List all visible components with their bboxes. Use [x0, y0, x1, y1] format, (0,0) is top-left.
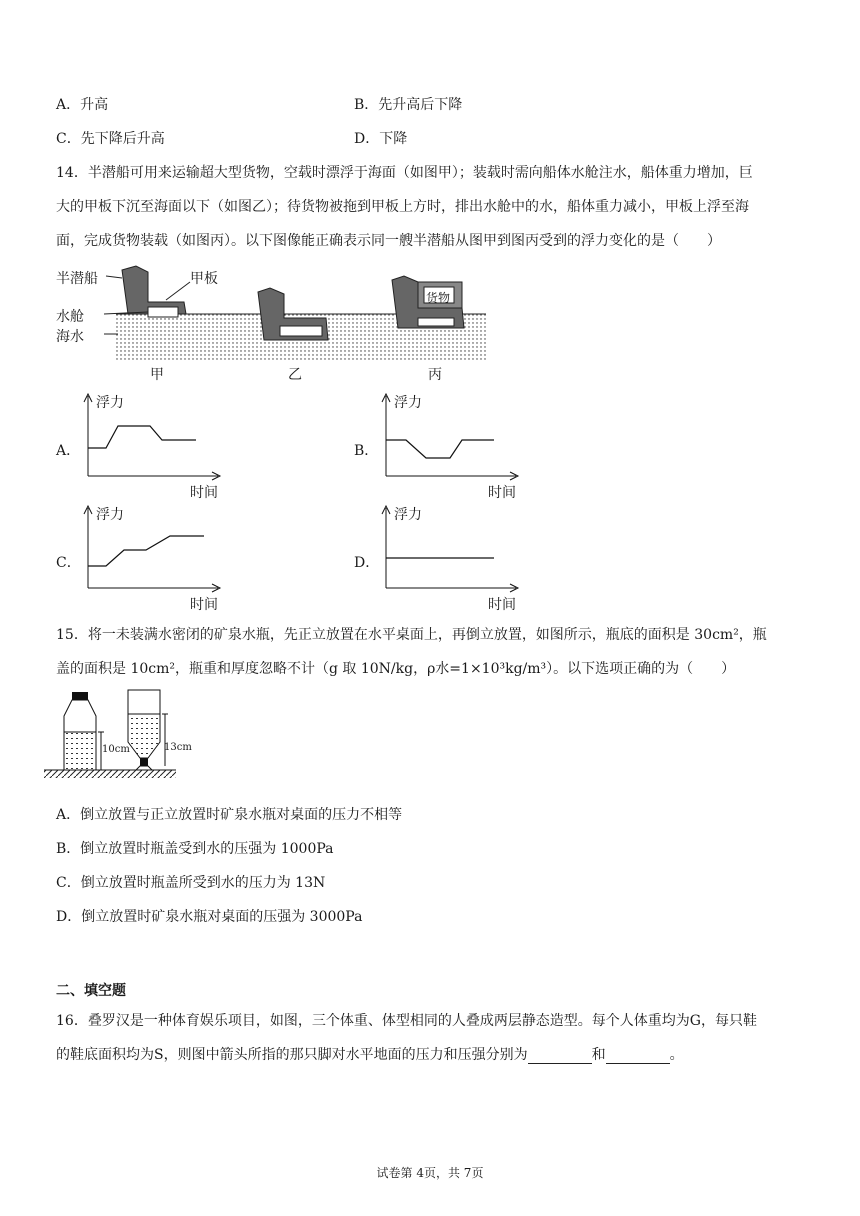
q14-line-1: 14．半潜船可用来运输超大型货物，空载时漂浮于海面（如图甲）；装载时需向船体水舱注水，船体重力增加，巨	[56, 165, 753, 181]
q14-line-2: 大的甲板下沉至海面以下（如图乙）；待货物被拖到甲板上方时，排出水舱中的水，船体重力减小，甲板上浮至海	[56, 199, 749, 215]
q13-option-a: A．升高	[56, 97, 109, 113]
label-semi-submersible: 半潜船	[56, 271, 98, 287]
caption-jia: 甲	[150, 367, 164, 383]
label-water-tank: 水舱	[56, 309, 84, 325]
label-cargo: 货物	[426, 291, 451, 305]
q15-bottle-figure	[40, 686, 190, 786]
q15-height-inverted: 13cm	[164, 742, 192, 753]
label-seawater: 海水	[56, 329, 84, 345]
q16-line-2	[56, 1044, 684, 1064]
caption-bing: 丙	[428, 367, 442, 383]
graph-b-y-label: 浮力	[394, 395, 422, 411]
answer-blank-2[interactable]	[606, 1049, 670, 1064]
q15-option-c: C．倒立放置时瓶盖所受到水的压力为 13N	[56, 875, 326, 891]
caption-yi: 乙	[288, 367, 302, 383]
answer-blank-1[interactable]	[528, 1049, 592, 1064]
q15-option-a: A．倒立放置与正立放置时矿泉水瓶对桌面的压力不相等	[56, 807, 403, 823]
page-footer: 试卷第 4页，共 7页	[376, 1166, 484, 1180]
q16-line-1: 16．叠罗汉是一种体育娱乐项目，如图，三个体重、体型相同的人叠成两层静态造型。每个人体重均为G，每只鞋	[56, 1013, 757, 1029]
q14-option-b-label: B．	[354, 443, 379, 459]
q14-line-3: 面，完成货物装载（如图丙）。以下图像能正确表示同一艘半潜船从图甲到图丙受到的浮力变化的是（ ）	[56, 233, 721, 249]
q14-option-d-label: D．	[354, 555, 380, 571]
graph-d-x-label: 时间	[488, 597, 516, 613]
q13-option-c: C．先下降后升高	[56, 131, 165, 147]
graph-c-y-label: 浮力	[96, 507, 124, 523]
label-deck: 甲板	[190, 271, 218, 287]
q15-option-b: B．倒立放置时瓶盖受到水的压强为 1000Pa	[56, 841, 334, 857]
q13-option-d: D．下降	[354, 131, 408, 147]
q14-option-c-label: C．	[56, 555, 81, 571]
section-fill-in-title: 二、填空题	[56, 983, 126, 999]
q14-option-a-label: A．	[56, 443, 81, 459]
q15-option-d: D．倒立放置时矿泉水瓶对桌面的压强为 3000Pa	[56, 909, 363, 925]
q15-height-upright: 10cm	[102, 744, 130, 755]
q16-text-b: 和	[591, 1047, 606, 1063]
q16-text-a: 的鞋底面积均为S，则图中箭头所指的那只脚对水平地面的压力和压强分别为	[56, 1047, 528, 1063]
graph-a-x-label: 时间	[190, 485, 218, 501]
q13-option-b: B．先升高后下降	[354, 97, 463, 113]
graph-a-y-label: 浮力	[96, 395, 124, 411]
q16-text-c: 。	[669, 1047, 684, 1063]
graph-c-x-label: 时间	[190, 597, 218, 613]
q15-line-1: 15．将一未装满水密闭的矿泉水瓶，先正立放置在水平桌面上，再倒立放置，如图所示，瓶底的面积是 30cm²，瓶	[56, 627, 767, 643]
graph-b-x-label: 时间	[488, 485, 516, 501]
q15-line-2: 盖的面积是 10cm²，瓶重和厚度忽略不计（g 取 10N/kg，ρ水=1×10³kg/m³）。以下选项正确的为（ ）	[56, 661, 736, 677]
graph-d-y-label: 浮力	[394, 507, 422, 523]
